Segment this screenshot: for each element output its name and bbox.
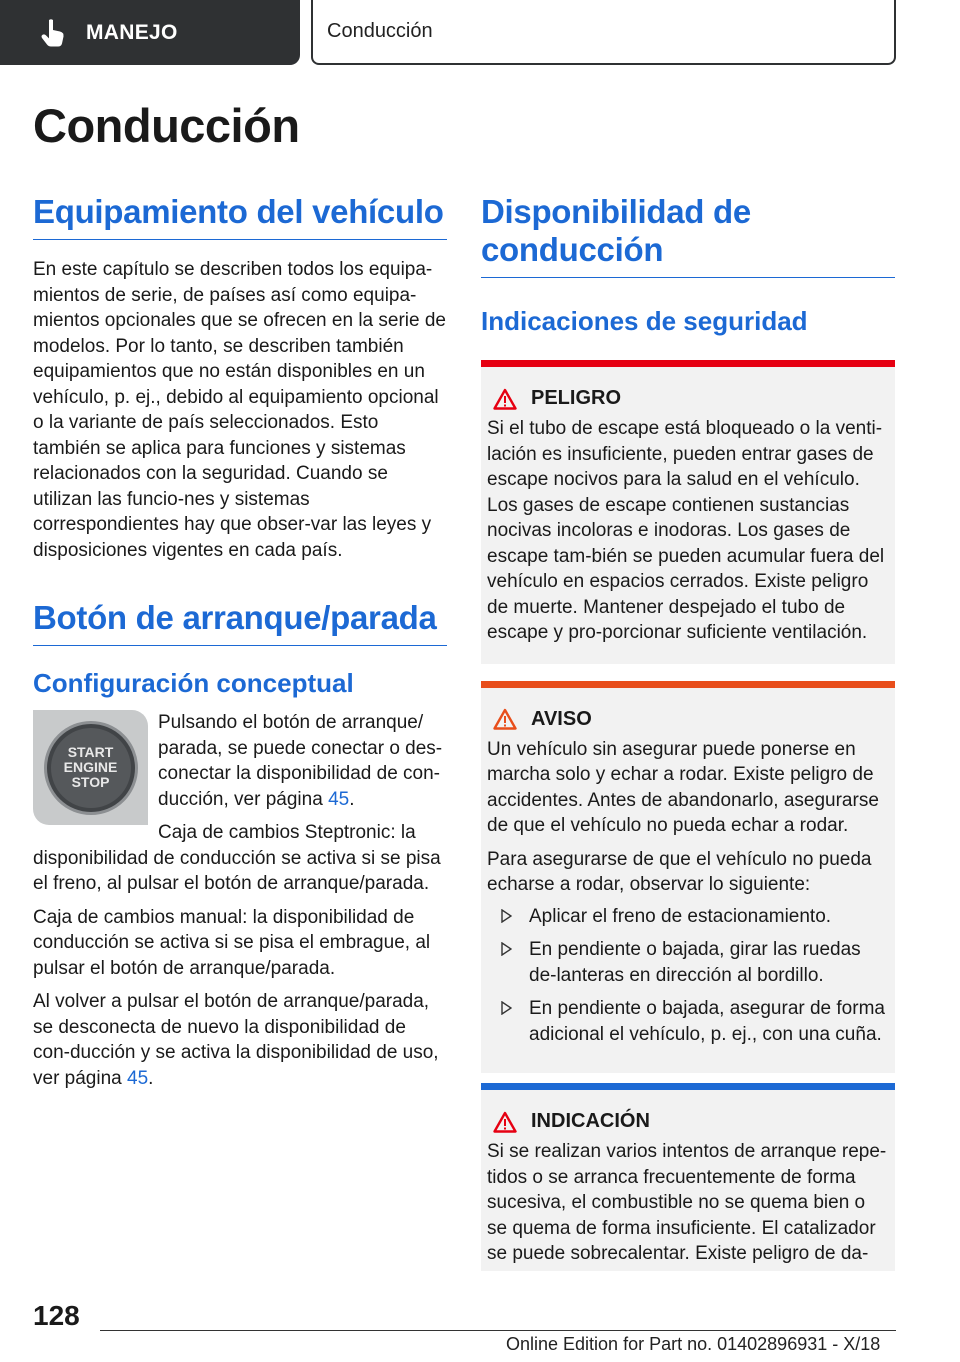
footer-edition: Online Edition for Part no. 01402896931 - X/18 xyxy=(506,1334,881,1354)
button-label-stop: STOP xyxy=(71,774,110,790)
warning-text-2: Para asegurarse de que el vehículo no pueda echarse a rodar, observar lo siguiente: xyxy=(487,848,872,895)
list-item: En pendiente o bajada, girar las ruedas de-lanteras en dirección al bordillo. xyxy=(487,937,887,988)
warning-bar xyxy=(481,681,895,688)
page-link-45[interactable]: 45 xyxy=(328,788,350,810)
subheading-safety: Indicaciones de seguridad xyxy=(481,306,808,336)
equipment-paragraph: En este capítulo se describen todos los equipa-mientos de serie, de países así como equipa-mientos opcionales que se ofrecen en la serie de modelos. Por lo tanto, se describen también equipamientos que no están disponibles en un vehículo, p. ej., debido al equipamiento opcional o la variante de país seleccionados. Esto también se aplica para funciones y sistemas relacionados con la seguridad. Cuando se utilizan las funcio-nes y sistemas correspondientes hay que obser-var las leyes y disposiciones vigentes en cada país. xyxy=(33,259,446,561)
triangle-bullet-icon xyxy=(501,1001,512,1015)
section-heading-start-stop: Botón de arranque/parada xyxy=(33,599,447,646)
notice-bar xyxy=(481,1083,895,1090)
triangle-bullet-icon xyxy=(501,909,512,923)
steptronic-paragraph: Caja de cambios Steptronic: la disponibilidad de conducción se activa si se pisa el freno, al pulsar el botón de arranque/parada. xyxy=(33,822,441,894)
button-label-engine: ENGINE xyxy=(63,759,118,775)
warning-label: AVISO xyxy=(531,707,592,730)
subheading-concept: Configuración conceptual xyxy=(33,668,354,698)
warning-triangle-icon xyxy=(493,388,517,410)
section-tab-label: MANEJO xyxy=(86,20,178,44)
danger-label: PELIGRO xyxy=(531,387,622,409)
warning-box xyxy=(481,681,895,1074)
footer-divider xyxy=(100,1330,896,1331)
warning-list xyxy=(487,904,887,1048)
page-title: Conducción xyxy=(33,99,300,152)
warning-triangle-icon xyxy=(493,1111,517,1133)
hand-pointer-icon xyxy=(40,18,68,48)
section-heading-driving-readiness: Disponibilidad de conducción xyxy=(481,193,895,278)
danger-box xyxy=(481,360,895,664)
warning-text-1: Un vehículo sin asegurar puede ponerse en marcha solo y echar a rodar. Existe peligro de accidentes. Antes de abandonarlo, asegurarse de que el vehículo no pueda echar a rodar. xyxy=(487,738,879,836)
warning-triangle-icon xyxy=(493,708,517,730)
concept-paragraph: Pulsando el botón de arranque/ parada, se puede conectar o des-conectar la disponibilidad de con-ducción, ver página 45. xyxy=(158,712,443,810)
section-heading-equipment: Equipamiento del vehículo xyxy=(33,193,447,240)
notice-label: INDICACIÓN xyxy=(531,1110,650,1132)
list-item: Aplicar el freno de estacionamiento. xyxy=(487,904,887,930)
press-again-paragraph: Al volver a pulsar el botón de arranque/parada, se desconecta de nuevo la disponibilidad de con-ducción y se activa la disponibilidad de uso, ver página 45. xyxy=(33,991,439,1089)
start-stop-button-image xyxy=(33,710,148,825)
chapter-header xyxy=(311,0,896,65)
danger-text: Si el tubo de escape está bloqueado o la venti-lación es insuficiente, pueden entrar gases de escape nocivos para la salud en el vehículo. Los gases de escape contienen sustancias nocivas incoloras e inodoras. Los gases de escape tam-bién se pueden acumular fuera del vehículo en espacios cerrados. Existe peligro de muerte. Mantener despejado el tubo de escape y pro-porcionar suficiente ventilación. xyxy=(487,418,885,643)
notice-box xyxy=(481,1083,895,1271)
danger-bar xyxy=(481,360,895,367)
triangle-bullet-icon xyxy=(501,942,512,956)
list-item: En pendiente o bajada, asegurar de forma adicional el vehículo, p. ej., con una cuña. xyxy=(487,996,887,1047)
page-link-45-second[interactable]: 45 xyxy=(127,1067,149,1089)
section-tab[interactable] xyxy=(0,0,300,65)
manual-gearbox-paragraph: Caja de cambios manual: la disponibilidad de conducción se activa si se pisa el embrague, al pulsar el botón de arranque/parada. xyxy=(33,906,431,979)
page-number: 128 xyxy=(33,1300,80,1331)
left-column xyxy=(33,193,447,1091)
button-label-start: START xyxy=(67,744,114,760)
right-column xyxy=(481,193,895,1271)
notice-text: Si se realizan varios intentos de arranque repe-tidos o se arranca frecuentemente de forma sucesiva, el combustible no se quema bien o se quema de forma insuficiente. El catalizador se puede sobrecalentar. Existe peligro de da- xyxy=(487,1141,887,1264)
chapter-label: Conducción xyxy=(327,20,433,42)
